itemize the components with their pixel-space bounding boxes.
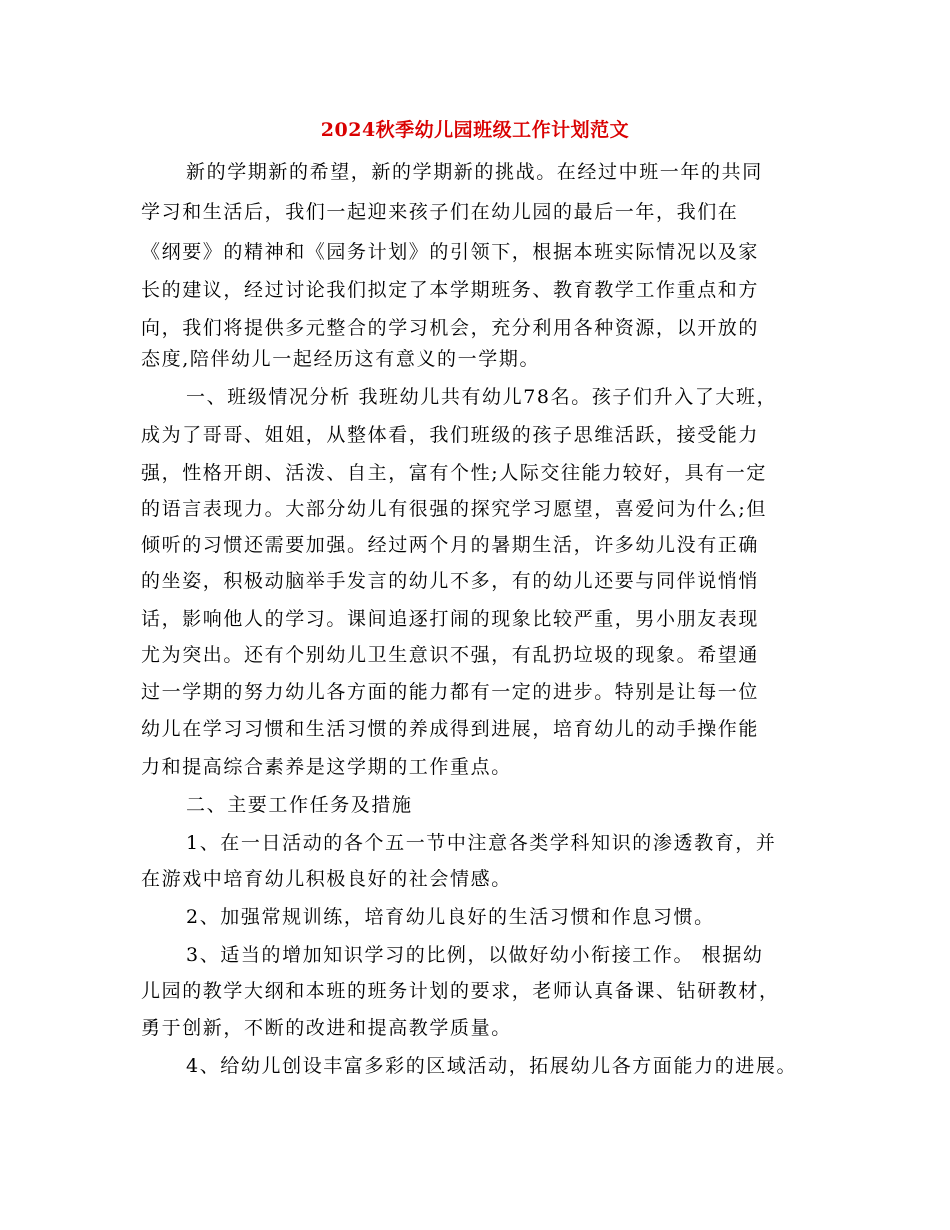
paragraph-line: 《纲要》的精神和《园务计划》的引领下，根据本班实际情况以及家	[141, 241, 760, 263]
paragraph-line: 的语言表现力。大部分幼儿有很强的探究学习愿望，喜爱问为什么;但	[141, 498, 768, 520]
paragraph-line: 向，我们将提供多元整合的学习机会，充分利用各种资源，以开放的	[141, 317, 760, 339]
paragraph-line: 学习和生活后，我们一起迎来孩子们在幼儿园的最后一年，我们在	[141, 201, 739, 223]
paragraph-line: 3、适当的增加知识学习的比例，以做好幼小衔接工作。 根据幼	[186, 944, 764, 966]
paragraph-line: 成为了哥哥、姐姐，从整体看，我们班级的孩子思维活跃，接受能力	[141, 424, 760, 446]
paragraph-line: 勇于创新，不断的改进和提高教学质量。	[141, 1017, 512, 1039]
paragraph-line: 倾听的习惯还需要加强。经过两个月的暑期生活，许多幼儿没有正确	[141, 534, 760, 556]
paragraph-line: 新的学期新的希望，新的学期新的挑战。在经过中班一年的共同	[186, 161, 763, 183]
paragraph-line: 力和提高综合素养是这学期的工作重点。	[141, 756, 512, 778]
paragraph-line: 在游戏中培育幼儿积极良好的社会情感。	[141, 868, 512, 890]
paragraph-line: 过一学期的努力幼儿各方面的能力都有一定的进步。特别是让每一位	[141, 681, 760, 703]
document-title: 2024秋季幼儿园班级工作计划范文	[320, 119, 630, 141]
paragraph-line: 2、加强常规训练，培育幼儿良好的生活习惯和作息习惯。	[186, 906, 715, 928]
paragraph-line: 儿园的教学大纲和本班的班务计划的要求，老师认真备课、钻研教材，	[141, 980, 780, 1002]
paragraph-line: 长的建议，经过讨论我们拟定了本学期班务、教育教学工作重点和方	[141, 279, 760, 301]
paragraph-line: 强，性格开朗、活泼、自主，富有个性;人际交往能力较好，具有一定	[141, 462, 768, 484]
paragraph-line: 4、给幼儿创设丰富多彩的区域活动，拓展幼儿各方面能力的进展。	[186, 1055, 798, 1077]
paragraph-line: 的坐姿，积极动脑举手发言的幼儿不多，有的幼儿还要与同伴说悄悄	[141, 570, 760, 592]
paragraph-line: 1、在一日活动的各个五一节中注意各类学科知识的渗透教育，并	[186, 832, 777, 854]
paragraph-line: 一、班级情况分析 我班幼儿共有幼儿78名。孩子们升入了大班，	[186, 386, 778, 408]
paragraph-line: 话，影响他人的学习。课间追逐打闹的现象比较严重，男小朋友表现	[141, 608, 760, 630]
section-heading: 二、主要工作任务及措施	[186, 794, 413, 816]
paragraph-line: 尤为突出。还有个别幼儿卫生意识不强，有乱扔垃圾的现象。希望通	[141, 644, 760, 666]
paragraph-line: 态度,陪伴幼儿一起经历这有意义的一学期。	[141, 348, 541, 370]
paragraph-line: 幼儿在学习习惯和生活习惯的养成得到进展，培育幼儿的动手操作能	[141, 718, 760, 740]
